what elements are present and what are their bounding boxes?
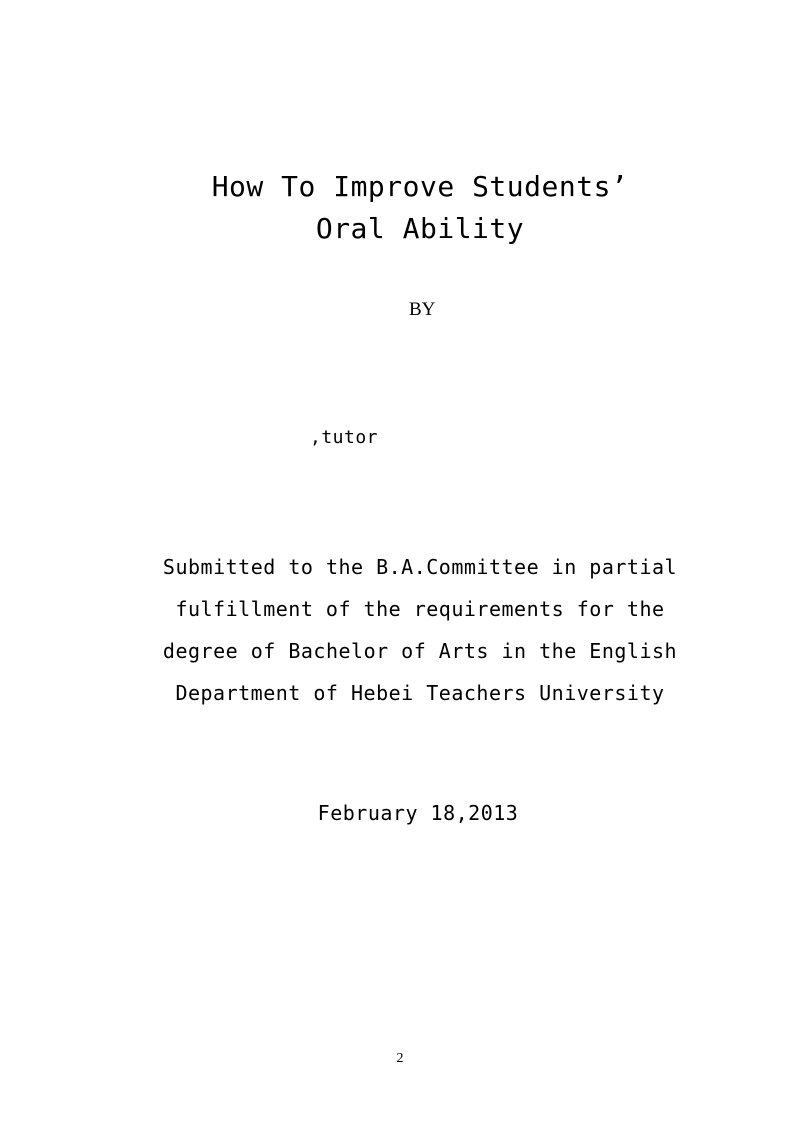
submission-line-3: degree of Bachelor of Arts in the English	[162, 639, 678, 663]
submission-line-4: Department of Hebei Teachers University	[175, 681, 665, 705]
thesis-title-line-2: Oral Ability	[315, 212, 525, 245]
page-number: 2	[396, 1051, 404, 1066]
submission-line-1: Submitted to the B.A.Committee in partial	[162, 555, 678, 579]
submission-date: February 18,2013	[317, 801, 519, 825]
submission-statement	[160, 546, 680, 714]
thesis-title-line-1: How To Improve Students’	[211, 170, 629, 203]
submission-line-2: fulfillment of the requirements for the	[175, 597, 665, 621]
tutor-line: ,tutor	[310, 427, 379, 448]
by-label: BY	[409, 299, 436, 320]
